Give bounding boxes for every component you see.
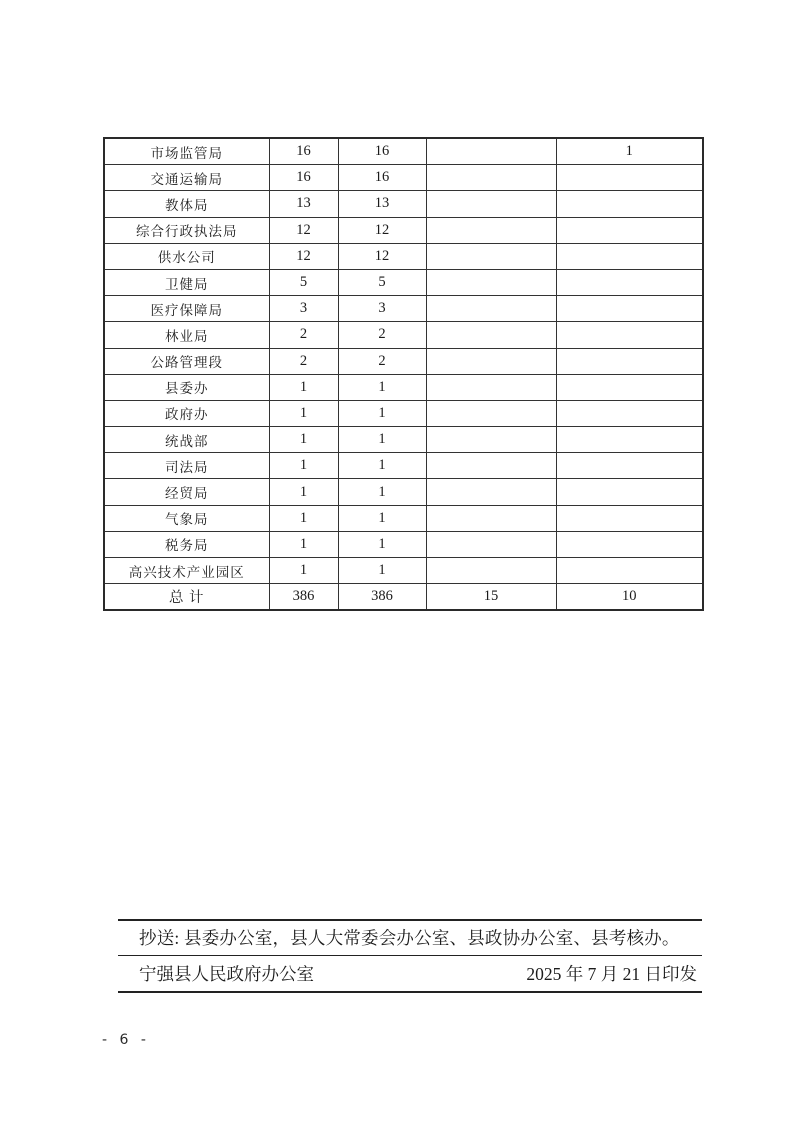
value-cell: 1 bbox=[556, 138, 703, 165]
value-cell bbox=[556, 505, 703, 531]
department-cell: 林业局 bbox=[104, 322, 269, 348]
value-cell: 3 bbox=[269, 296, 338, 322]
value-cell: 12 bbox=[269, 243, 338, 269]
value-cell: 1 bbox=[338, 400, 426, 426]
value-cell bbox=[426, 505, 556, 531]
value-cell: 16 bbox=[338, 138, 426, 165]
value-cell: 12 bbox=[338, 243, 426, 269]
value-cell: 12 bbox=[269, 217, 338, 243]
value-cell: 16 bbox=[338, 165, 426, 191]
value-cell bbox=[426, 243, 556, 269]
issuing-office: 宁强县人民政府办公室 bbox=[139, 963, 314, 984]
value-cell: 1 bbox=[269, 427, 338, 453]
value-cell bbox=[426, 296, 556, 322]
value-cell: 13 bbox=[338, 191, 426, 217]
department-cell: 交通运输局 bbox=[104, 165, 269, 191]
table-row bbox=[104, 400, 703, 426]
table-row bbox=[104, 243, 703, 269]
value-cell bbox=[426, 531, 556, 557]
table-row bbox=[104, 374, 703, 400]
value-cell bbox=[426, 479, 556, 505]
value-cell: 3 bbox=[338, 296, 426, 322]
table-row bbox=[104, 165, 703, 191]
document-footer bbox=[118, 919, 702, 993]
value-cell: 16 bbox=[269, 138, 338, 165]
value-cell: 386 bbox=[338, 584, 426, 611]
value-cell bbox=[426, 217, 556, 243]
department-cell: 高兴技术产业园区 bbox=[104, 558, 269, 584]
value-cell bbox=[426, 165, 556, 191]
value-cell bbox=[426, 191, 556, 217]
value-cell: 5 bbox=[338, 269, 426, 295]
value-cell bbox=[426, 348, 556, 374]
value-cell bbox=[556, 427, 703, 453]
department-cell: 市场监管局 bbox=[104, 138, 269, 165]
value-cell: 1 bbox=[338, 427, 426, 453]
issue-line bbox=[118, 956, 702, 993]
department-cell: 供水公司 bbox=[104, 243, 269, 269]
value-cell: 12 bbox=[338, 217, 426, 243]
department-cell: 医疗保障局 bbox=[104, 296, 269, 322]
table-row bbox=[104, 138, 703, 165]
value-cell bbox=[426, 138, 556, 165]
print-date: 2025 年 7 月 21 日印发 bbox=[526, 963, 697, 984]
value-cell: 1 bbox=[338, 558, 426, 584]
value-cell bbox=[426, 427, 556, 453]
value-cell: 1 bbox=[338, 479, 426, 505]
value-cell bbox=[556, 165, 703, 191]
department-cell: 卫健局 bbox=[104, 269, 269, 295]
value-cell: 10 bbox=[556, 584, 703, 611]
value-cell: 2 bbox=[269, 348, 338, 374]
table-row bbox=[104, 427, 703, 453]
value-cell bbox=[426, 558, 556, 584]
value-cell: 1 bbox=[338, 531, 426, 557]
value-cell: 1 bbox=[269, 374, 338, 400]
table-row bbox=[104, 558, 703, 584]
department-count-table bbox=[103, 137, 704, 611]
department-cell: 经贸局 bbox=[104, 479, 269, 505]
cc-line: 抄送: 县委办公室，县人大常委会办公室、县政协办公室、县考核办。 bbox=[118, 919, 702, 956]
value-cell bbox=[426, 400, 556, 426]
value-cell: 386 bbox=[269, 584, 338, 611]
value-cell: 13 bbox=[269, 191, 338, 217]
value-cell bbox=[556, 322, 703, 348]
department-cell: 教体局 bbox=[104, 191, 269, 217]
value-cell bbox=[556, 453, 703, 479]
value-cell bbox=[426, 453, 556, 479]
value-cell: 1 bbox=[338, 505, 426, 531]
value-cell: 1 bbox=[338, 374, 426, 400]
department-cell: 税务局 bbox=[104, 531, 269, 557]
value-cell bbox=[556, 400, 703, 426]
value-cell bbox=[556, 348, 703, 374]
department-cell: 公路管理段 bbox=[104, 348, 269, 374]
table-row bbox=[104, 296, 703, 322]
value-cell bbox=[426, 374, 556, 400]
department-cell: 综合行政执法局 bbox=[104, 217, 269, 243]
value-cell bbox=[426, 269, 556, 295]
value-cell: 1 bbox=[269, 505, 338, 531]
value-cell bbox=[556, 296, 703, 322]
table-row bbox=[104, 479, 703, 505]
value-cell bbox=[556, 531, 703, 557]
value-cell: 1 bbox=[269, 531, 338, 557]
value-cell: 1 bbox=[269, 400, 338, 426]
table-row bbox=[104, 453, 703, 479]
table-row bbox=[104, 584, 703, 611]
value-cell: 16 bbox=[269, 165, 338, 191]
value-cell: 1 bbox=[269, 479, 338, 505]
value-cell: 2 bbox=[338, 322, 426, 348]
value-cell bbox=[556, 269, 703, 295]
table-row bbox=[104, 348, 703, 374]
value-cell bbox=[556, 374, 703, 400]
department-cell: 政府办 bbox=[104, 400, 269, 426]
table-row bbox=[104, 269, 703, 295]
value-cell: 1 bbox=[269, 453, 338, 479]
value-cell: 1 bbox=[269, 558, 338, 584]
department-cell: 总 计 bbox=[104, 584, 269, 611]
table-row bbox=[104, 217, 703, 243]
value-cell: 15 bbox=[426, 584, 556, 611]
value-cell bbox=[556, 479, 703, 505]
value-cell: 2 bbox=[269, 322, 338, 348]
value-cell: 1 bbox=[338, 453, 426, 479]
value-cell bbox=[556, 217, 703, 243]
department-cell: 司法局 bbox=[104, 453, 269, 479]
page-number: - 6 - bbox=[102, 1032, 147, 1048]
table-row bbox=[104, 191, 703, 217]
department-cell: 统战部 bbox=[104, 427, 269, 453]
value-cell bbox=[556, 191, 703, 217]
department-cell: 县委办 bbox=[104, 374, 269, 400]
value-cell: 5 bbox=[269, 269, 338, 295]
value-cell bbox=[426, 322, 556, 348]
table-row bbox=[104, 531, 703, 557]
value-cell bbox=[556, 558, 703, 584]
table-row bbox=[104, 505, 703, 531]
value-cell bbox=[556, 243, 703, 269]
department-cell: 气象局 bbox=[104, 505, 269, 531]
value-cell: 2 bbox=[338, 348, 426, 374]
table-row bbox=[104, 322, 703, 348]
